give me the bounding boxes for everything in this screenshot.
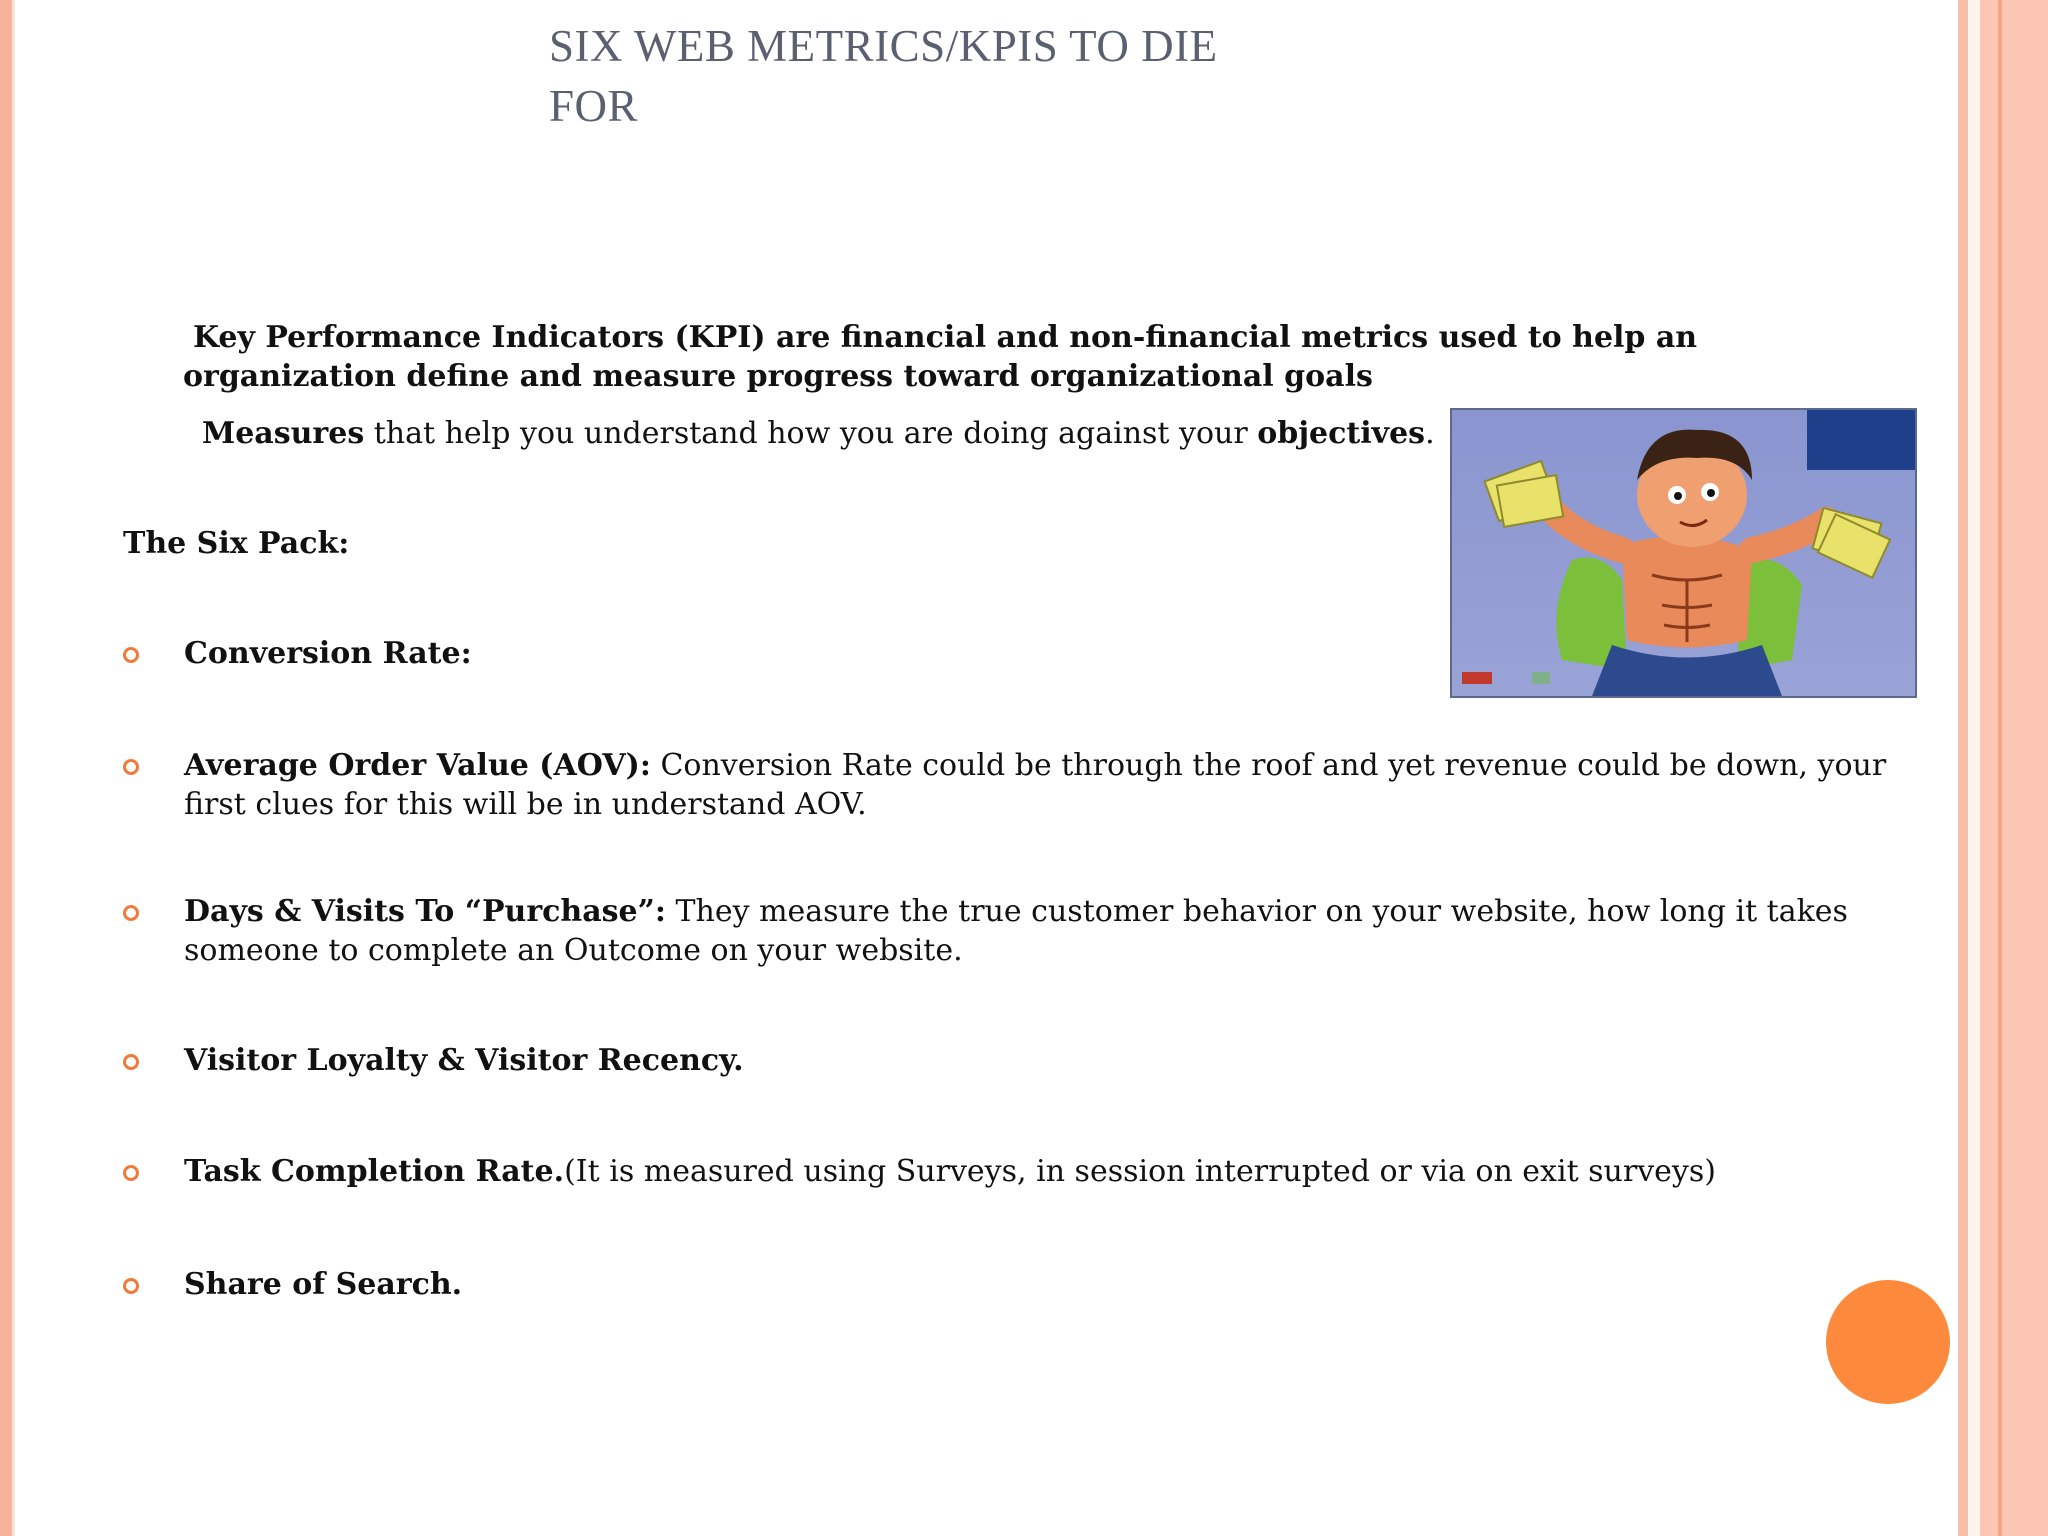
bullet-circle-icon — [123, 1054, 139, 1070]
right-frame-band — [1958, 0, 1968, 1536]
slide-title — [549, 16, 1349, 136]
right-frame-gap — [1968, 0, 1980, 1536]
bullet-share-of-search — [123, 1265, 1913, 1304]
accent-circle — [1826, 1280, 1950, 1404]
measures-sentence — [202, 414, 1435, 454]
bullet-bold: Conversion Rate: — [184, 636, 472, 671]
bullet-bold: Average Order Value (AOV): — [184, 748, 651, 783]
cartoon-boy-with-money-icon — [1452, 410, 1915, 696]
bullet-bold: Task Completion Rate. — [184, 1154, 565, 1189]
slide-title-line-2: FOR — [549, 81, 639, 131]
left-frame-edge — [12, 0, 15, 1536]
bullet-task-completion-rate — [123, 1152, 1913, 1191]
bullet-text: (It is measured using Surveys, in session interrupted or via on exit surveys) — [564, 1154, 1716, 1189]
measures-bold: Measures — [202, 416, 365, 451]
bullet-bold: Share of Search. — [184, 1267, 463, 1302]
measures-middle: that help you understand how you are doing against your — [364, 416, 1258, 451]
bullet-text: Conversion Rate could be through the roof and yet revenue could be down, your first clues for this will be in understand AOV. — [184, 748, 1887, 822]
measures-end: . — [1425, 416, 1435, 451]
bullet-bold: Visitor Loyalty & Visitor Recency. — [184, 1043, 744, 1078]
right-frame-stripe — [1998, 0, 2002, 1536]
bullet-average-order-value — [123, 746, 1913, 824]
bullet-visitor-loyalty — [123, 1041, 1913, 1080]
bullet-bold: Days & Visits To “Purchase”: — [184, 894, 666, 929]
kpi-definition: Key Performance Indicators (KPI) are financial and non-financial metrics used to help an organization define and measure progress toward organizational goals — [183, 320, 1698, 394]
bullet-circle-icon — [123, 905, 139, 921]
objectives-bold: objectives — [1257, 416, 1426, 451]
bullet-text: They measure the true customer behavior on your website, how long it takes someone to complete an Outcome on your website. — [184, 894, 1848, 968]
bullet-days-visits-to-purchase — [123, 892, 1913, 970]
left-frame-border — [0, 0, 12, 1536]
slide-title-line-1: SIX WEB METRICS/KPIS TO DIE — [549, 21, 1218, 71]
right-frame-outer — [1980, 0, 2048, 1536]
six-pack-heading: The Six Pack: — [123, 526, 350, 561]
bullet-circle-icon — [123, 1278, 139, 1294]
bullet-circle-icon — [123, 1165, 139, 1181]
bullet-circle-icon — [123, 647, 139, 663]
bullet-circle-icon — [123, 759, 139, 775]
cartoon-illustration — [1450, 408, 1917, 698]
